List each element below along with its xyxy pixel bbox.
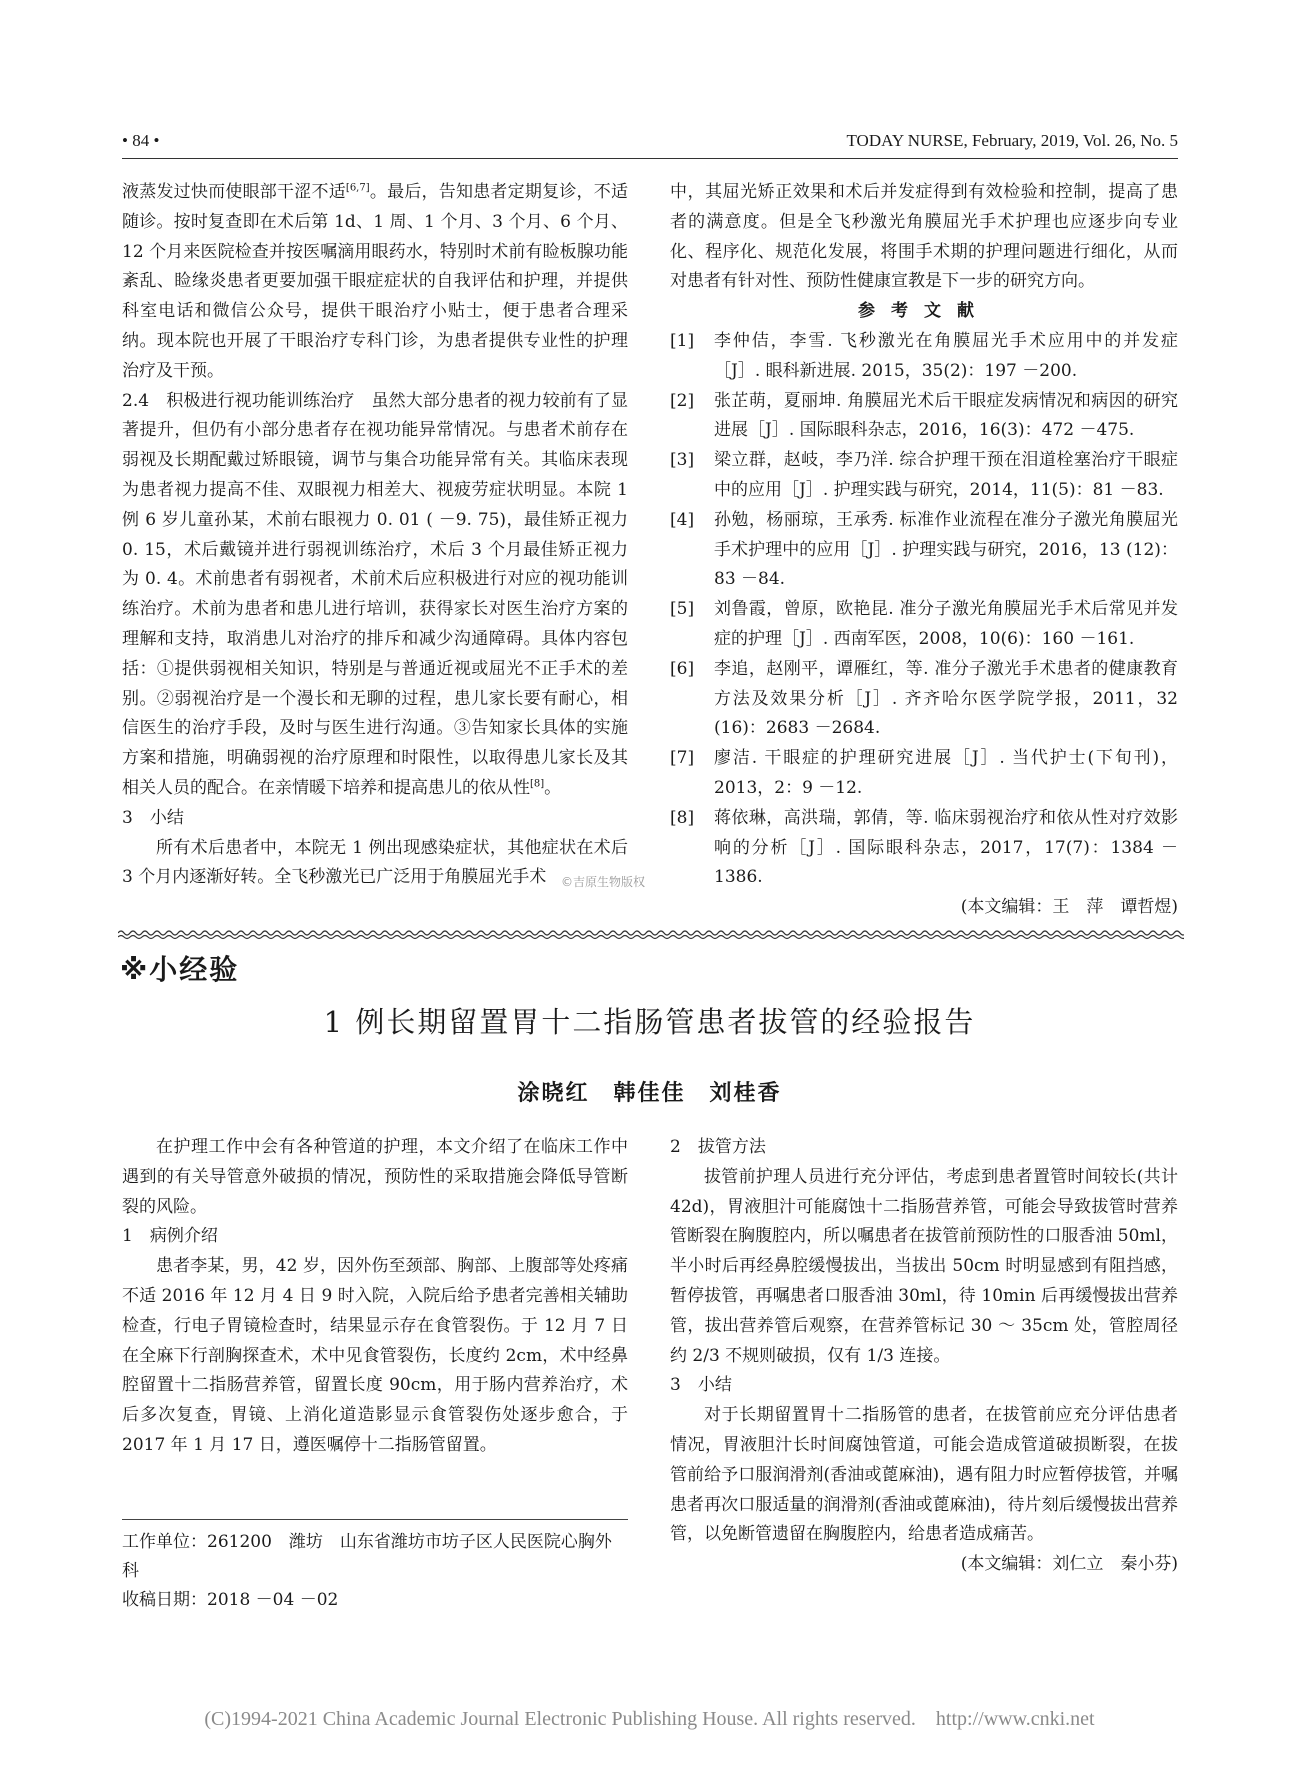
column-title: ※小经验 bbox=[120, 953, 240, 986]
journal-info: TODAY NURSE, February, 2019, Vol. 26, No. 5 bbox=[846, 131, 1178, 150]
section-heading: 2.4 积极进行视功能训练治疗 bbox=[122, 390, 355, 411]
reference-number: [4] bbox=[670, 509, 695, 530]
header-rule bbox=[122, 158, 1178, 159]
watermark: ©吉原生物版权 bbox=[561, 875, 646, 889]
reference-text: 孙勉，杨丽琼，王承秀. 标准作业流程在准分子激光角膜屈光手术护理中的应用［J］. 护理实践与研究，2016，13 (12)：83 －84. bbox=[714, 509, 1178, 590]
article-left-column bbox=[122, 1133, 628, 1461]
reference-item bbox=[670, 744, 1178, 804]
intro-paragraph: 在护理工作中会有各种管道的护理，本文介绍了在临床工作中遇到的有关导管意外破损的情况，预防性的采取措施会降低导管断裂的风险。 bbox=[122, 1137, 628, 1217]
reference-text: 李仲佶，李雪. 飞秒激光在角膜屈光手术应用中的并发症［J］. 眼科新进展. 2015，35(2)：197 －200. bbox=[714, 330, 1178, 381]
reference-item bbox=[670, 446, 1178, 506]
reference-number: [5] bbox=[670, 599, 695, 620]
text-span: 液蒸发过快而使眼部干涩不适 bbox=[122, 182, 346, 202]
reference-number: [3] bbox=[670, 450, 695, 471]
reference-number: [8] bbox=[670, 807, 695, 828]
prev-article-right-column bbox=[670, 178, 1178, 923]
prev-paragraph bbox=[122, 178, 628, 387]
reference-item bbox=[670, 804, 1178, 893]
received-date: 收稿日期：2018 －04 －02 bbox=[122, 1590, 339, 1610]
summary-paragraph: 对于长期留置胃十二指肠管的患者，在拔管前应充分评估患者情况，胃液胆汁长时间腐蚀管道，可能会造成管道破损断裂，在拔管前给予口服润滑剂(香油或蓖麻油)，遇有阻力时应暂停拔管，并嘱患者再次口服适量的润滑剂(香油或蓖麻油)，待片刻后缓慢拔出营养管，以免断管遗留在胸腹腔内，给患者造成痛苦。 bbox=[670, 1405, 1178, 1545]
reference-number: [1] bbox=[670, 330, 695, 351]
copyright-notice: (C)1994-2021 China Academic Journal Electronic Publishing House. All rights reserved. http://www.cnki.net bbox=[204, 1708, 1095, 1730]
text-span: 虽然大部分患者的视力较前有了显著提升，但仍有小部分患者存在视功能异常情况。与患者术前存在弱视及长期配戴过矫眼镜，调节与集合功能异常有关。其临床表现为患者视力提高不佳、双眼视力相差大、视疲劳症状明显。本院 1 例 6 岁儿童孙某，术前右眼视力 0. 01 ( －9. 75)，最佳矫正视力 0. 15，术后戴镜并进行弱视训练治疗，术后 3 个月最佳矫正视力为 0. 4。术前患者有弱视者，术前术后应积极进行对应的视功能训练治疗。术前为患者和患儿进行培训，获得家长对医生治疗方案的理解和支持，取消患儿对治疗的排斥和减少沟通障碍。具体内容包括：①提供弱视相关知识，特别是与普通近视或屈光不正手术的差别。②弱视治疗是一个漫长和无聊的过程，患儿家长要有耐心，相信医生的治疗手段，及时与医生进行沟通。③告知家长具体的实施方案和措施，明确弱视的治疗原理和时限性，以取得患儿家长及其相关人员的配合。在亲情暖下培养和提高患儿的依从性 bbox=[122, 390, 628, 798]
authors: 涂晓红 韩佳佳 刘桂香 bbox=[517, 1081, 782, 1106]
text-span: 。最后，告知患者定期复诊，不适随诊。按时复查即在术后第 1d、1 周、1 个月、3 个月、6 个月、12 个月来医院检查并按医嘱滴用眼药水，特别时术前有睑板腺功能紊乱、睑缘炎患者更要加强干眼症症状的自我评估和护理，并提供科室电话和微信公众号，提供干眼治疗小贴士，便于患者合理采纳。现本院也开展了干眼治疗专科门诊，为患者提供专业性的护理治疗及干预。 bbox=[122, 182, 629, 381]
reference-number: [7] bbox=[670, 748, 695, 769]
reference-text: 李追，赵刚平，谭雁红，等. 准分子激光手术患者的健康教育方法及效果分析［J］. 齐齐哈尔医学院学报，2011，32 (16)：2683 －2684. bbox=[714, 658, 1178, 739]
reference-text: 刘鲁霞，曾原，欧艳昆. 准分子激光角膜屈光手术后常见并发症的护理［J］. 西南军医，2008，10(6)：160 －161. bbox=[714, 599, 1178, 649]
references-title: 参考文献 bbox=[858, 301, 990, 322]
reference-number: [6] bbox=[670, 658, 695, 679]
reference-item bbox=[670, 387, 1178, 447]
section-heading: 2 拔管方法 bbox=[670, 1137, 766, 1157]
section-heading: 1 病例介绍 bbox=[122, 1226, 218, 1247]
page-number: • 84 • bbox=[122, 131, 160, 150]
footnote bbox=[122, 1528, 628, 1615]
affiliation: 工作单位：261200 潍坊 山东省潍坊市坊子区人民医院心胸外科 bbox=[122, 1532, 612, 1581]
editor-credit: (本文编辑：刘仁立 秦小芬) bbox=[960, 1554, 1178, 1575]
footnote-rule bbox=[122, 1519, 628, 1520]
reference-text: 蒋依琳，高洪瑞，郭倩，等. 临床弱视治疗和依从性对疗效影响的分析［J］. 国际眼科杂志，2017，17(7)：1384 －1386. bbox=[714, 807, 1178, 888]
citation: [8] bbox=[530, 778, 545, 790]
citation: [6,7] bbox=[345, 182, 370, 194]
reference-text: 张芷萌，夏丽坤. 角膜屈光术后干眼症发病情况和病因的研究进展［J］. 国际眼科杂志，2016，16(3)：472 －475. bbox=[714, 390, 1178, 441]
reference-text: 廖洁. 干眼症的护理研究进展［J］. 当代护士(下旬刊)，2013，2：9 －12. bbox=[714, 748, 1178, 798]
section-heading: 3 小结 bbox=[122, 807, 184, 828]
section-2-4 bbox=[122, 387, 628, 804]
summary-paragraph: 所有术后患者中，本院无 1 例出现感染症状，其他症状在术后 3 个月内逐渐好转。全飞秒激光已广泛用于角膜屈光手术 bbox=[122, 837, 628, 888]
reference-text: 梁立群，赵岐，李乃洋. 综合护理干预在泪道栓塞治疗干眼症中的应用［J］. 护理实践与研究，2014，11(5)：81 －83. bbox=[714, 450, 1178, 500]
wavy-divider bbox=[118, 928, 1184, 942]
case-paragraph: 患者李某，男，42 岁，因外伤至颈部、胸部、上腹部等处疼痛不适 2016 年 12 月 4 日 9 时入院，入院后给予患者完善相关辅助检查，行电子胃镜检查时，结果显示存在食管裂伤。于 12 月 7 日在全麻下行剖胸探查术，术中见食管裂伤，长度约 2cm，术中经鼻腔留置十二指肠营养管，留置长度 90cm，用于肠内营养治疗，术后多次复查，胃镜、上消化道造影显示食管裂伤处逐步愈合，于 2017 年 1 月 17 日，遵医嘱停十二指肠管留置。 bbox=[122, 1256, 628, 1455]
section-heading: 3 小结 bbox=[670, 1375, 732, 1396]
reference-item bbox=[670, 595, 1178, 655]
method-paragraph: 拔管前护理人员进行充分评估，考虑到患者置管时间较长(共计 42d)，胃液胆汁可能腐蚀十二指肠营养管，可能会导致拔管时营养管断裂在胸腹腔内，所以嘱患者在拔管前预防性的口服香油 50ml，半小时后再经鼻腔缓慢拔出，当拔出 50cm 时明显感到有阻挡感，暂停拔管，再嘱患者口服香油 30ml，待 10min 后再缓慢拔出营养管，拔出营养管后观察，在营养管标记 30 ～ 35cm 处，管腔周径约 2/3 不规则破损，仅有 1/3 连接。 bbox=[670, 1166, 1178, 1366]
reference-item bbox=[670, 655, 1178, 744]
editor-credit: (本文编辑：王 萍 谭哲煜) bbox=[960, 897, 1178, 918]
reference-item bbox=[670, 327, 1178, 387]
reference-number: [2] bbox=[670, 390, 695, 411]
references-list bbox=[670, 327, 1178, 893]
article-right-column bbox=[670, 1133, 1178, 1580]
reference-item bbox=[670, 506, 1178, 595]
text-span: 。 bbox=[544, 777, 562, 798]
article-title: 1 例长期留置胃十二指肠管患者拔管的经验报告 bbox=[323, 1005, 976, 1039]
prev-article-left-column bbox=[122, 178, 628, 893]
prev-paragraph: 中，其屈光矫正效果和术后并发症得到有效检验和控制，提高了患者的满意度。但是全飞秒激光角膜屈光手术护理也应逐步向专业化、程序化、规范化发展，将围手术期的护理问题进行细化，从而对患者有针对性、预防性健康宣教是下一步的研究方向。 bbox=[670, 182, 1178, 292]
